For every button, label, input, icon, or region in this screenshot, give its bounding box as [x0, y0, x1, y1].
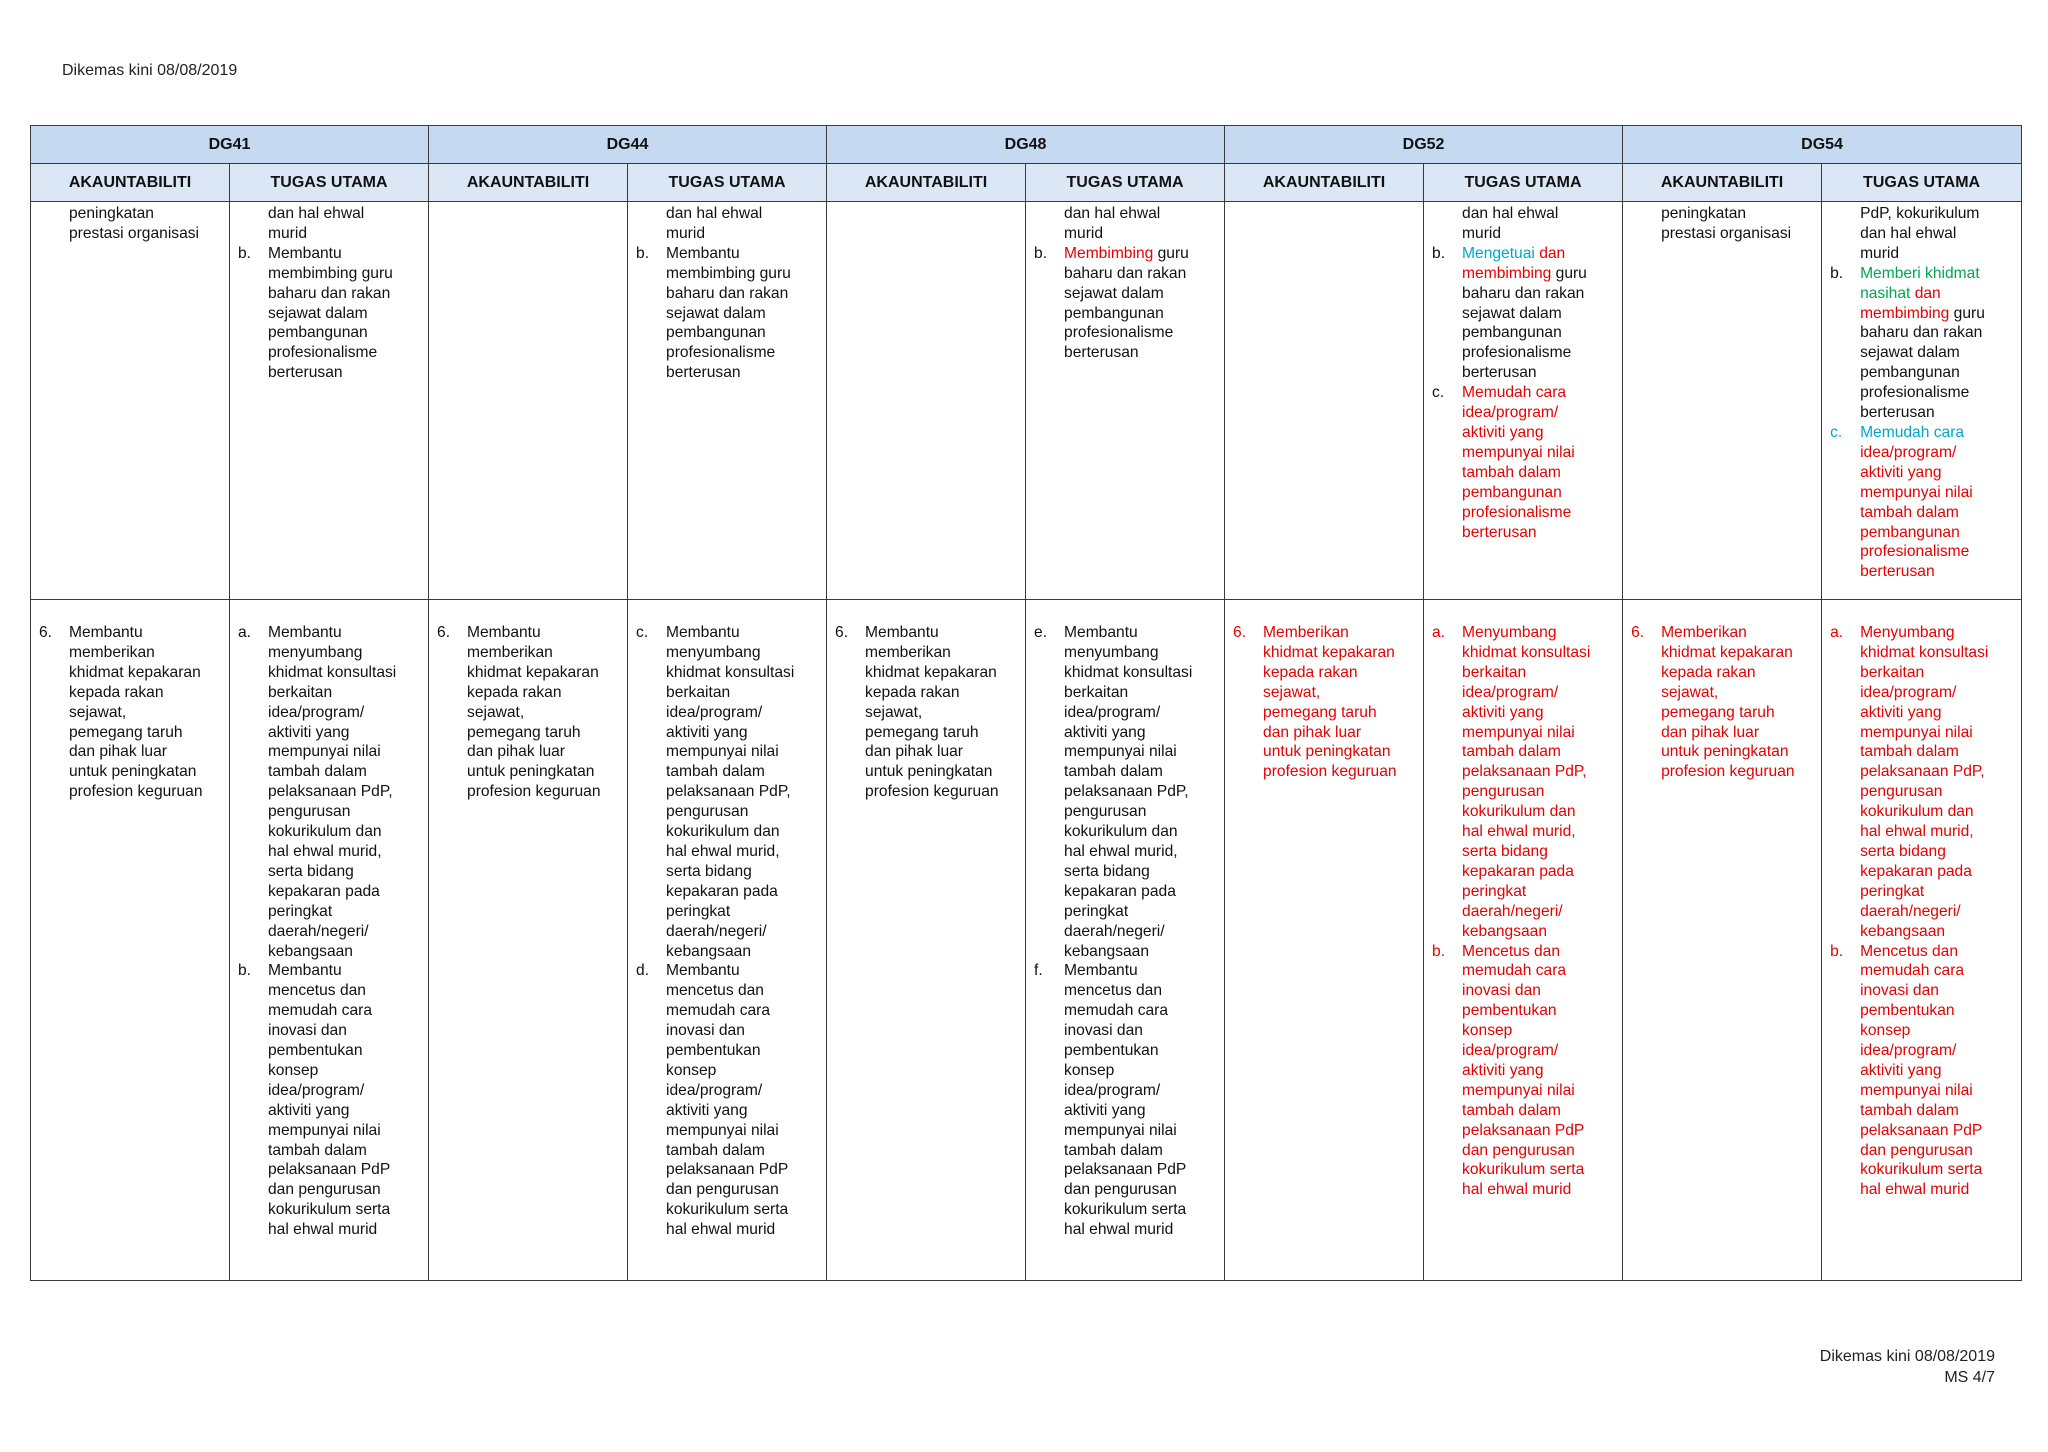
col-header-akauntabiliti: AKAUNTABILITI	[1225, 164, 1424, 202]
table-cell	[628, 202, 827, 600]
list-marker: d.	[636, 962, 650, 980]
list-marker: c.	[1830, 423, 1843, 441]
text-run: Membantu mencetus dan memudah cara inovasi dan pembentukan konsep idea/program/ aktiviti yang mempunyai nilai tambah dalam pelaksanaan PdP dan pengurusan kokurikulum serta hal ehwal murid	[268, 962, 391, 1239]
text-run: Membantu memberikan khidmat kepakaran kepada rakan sejawat, pemegang taruh dan pihak luar untuk peningkatan profesion keguruan	[865, 624, 999, 801]
list-marker: b.	[1432, 942, 1446, 960]
list-marker: 6.	[835, 624, 849, 641]
list-item-text	[1064, 244, 1216, 363]
text-run: Mencetus dan memudah cara inovasi dan pembentukan konsep idea/program/ aktiviti yang mempunyai nilai tambah dalam pelaksanaan PdP dan pengurusan kokurikulum serta hal ehwal murid	[1462, 942, 1585, 1199]
cell-text: peningkatan prestasi organisasi	[69, 205, 200, 242]
table-row	[31, 600, 2022, 1281]
table-row	[31, 202, 2022, 600]
list-marker: a.	[238, 624, 252, 641]
list-item	[1830, 623, 2013, 942]
text-run: Membantu membimbing guru baharu dan rakan sejawat dalam pembangunan profesionalisme berterusan	[268, 244, 393, 382]
list-item	[1034, 244, 1216, 363]
list-item-text	[1462, 623, 1614, 942]
table-cell	[230, 202, 429, 600]
list-marker: a.	[1432, 624, 1446, 641]
text-run: Memberikan khidmat kepakaran kepada rakan sejawat, pemegang taruh dan pihak luar untuk peningkatan profesion keguruan	[1263, 624, 1397, 781]
list-marker: b.	[238, 962, 252, 980]
text-run: dan membimbing	[1860, 284, 1950, 322]
list-item	[39, 623, 221, 802]
list-item-text	[268, 244, 420, 383]
cell-text: peningkatan prestasi organisasi	[1661, 205, 1792, 242]
text-run: Memberi khidmat nasihat	[1860, 264, 1980, 302]
table-cell	[827, 600, 1026, 1281]
list-item-text	[666, 623, 818, 961]
cell-continued-text: dan hal ehwal murid	[1462, 205, 1559, 242]
list-item	[835, 623, 1017, 802]
text-run: Membantu mencetus dan memudah cara inovasi dan pembentukan konsep idea/program/ aktiviti yang mempunyai nilai tambah dalam pelaksanaan PdP dan pengurusan kokurikulum serta hal ehwal murid	[1064, 962, 1187, 1239]
list-item-text	[1860, 623, 2013, 942]
table-cell	[1225, 600, 1424, 1281]
list-item	[636, 244, 818, 383]
table-cell	[1623, 600, 1822, 1281]
text-run: Membantu menyumbang khidmat konsultasi berkaitan idea/program/ aktiviti yang mempunyai nilai tambah dalam pelaksanaan PdP, pengurusan kokurikulum dan hal ehwal murid, serta bidang kepakaran pada peringkat daerah/negeri/ kebangsaan	[1064, 624, 1193, 960]
list-item	[636, 961, 818, 1240]
text-run: Membantu menyumbang khidmat konsultasi berkaitan idea/program/ aktiviti yang mempunyai nilai tambah dalam pelaksanaan PdP, pengurusan kokurikulum dan hal ehwal murid, serta bidang kepakaran pada peringkat daerah/negeri/ kebangsaan	[268, 624, 397, 960]
table-cell	[628, 600, 827, 1281]
list-marker: 6.	[1233, 624, 1247, 641]
grade-header-dg48: DG48	[827, 126, 1225, 164]
list-item	[1830, 423, 2013, 582]
list-item-text	[1263, 623, 1415, 782]
list-marker: 6.	[39, 624, 53, 641]
list-item-text	[865, 623, 1017, 802]
list-item	[1631, 623, 1813, 782]
list-marker: b.	[1432, 244, 1446, 262]
list-item	[1830, 942, 2013, 1201]
list-item	[1432, 244, 1614, 383]
list-item-text	[1064, 623, 1216, 961]
update-stamp-top: Dikemas kini 08/08/2019	[62, 62, 238, 79]
list-item	[437, 623, 619, 802]
table-cell	[31, 600, 230, 1281]
grade-header-row	[31, 126, 2022, 164]
table-cell	[1822, 600, 2022, 1281]
list-item	[1034, 961, 1216, 1240]
col-header-tugas-utama: TUGAS UTAMA	[1822, 164, 2022, 202]
text-run: guru baharu dan rakan sejawat dalam pembangunan profesionalisme berterusan	[1064, 244, 1189, 362]
list-item	[636, 623, 818, 961]
list-marker: b.	[1034, 244, 1048, 262]
list-item-text	[1860, 942, 2013, 1201]
table-cell	[1424, 202, 1623, 600]
list-item-text	[1661, 623, 1813, 782]
text-run: Mencetus dan memudah cara inovasi dan pembentukan konsep idea/program/ aktiviti yang mempunyai nilai tambah dalam pelaksanaan PdP dan pengurusan kokurikulum serta hal ehwal murid	[1860, 942, 1983, 1199]
list-item-text	[1462, 383, 1614, 542]
table-cell	[1822, 202, 2022, 600]
list-item	[1432, 383, 1614, 542]
list-item-text	[1860, 264, 2013, 423]
accountability-table	[30, 125, 2022, 1281]
col-header-akauntabiliti: AKAUNTABILITI	[1623, 164, 1822, 202]
column-header-row	[31, 164, 2022, 202]
text-run: Memudah cara	[1860, 423, 1965, 441]
list-item	[1432, 623, 1614, 942]
list-item-text	[268, 961, 420, 1240]
list-marker: 6.	[1631, 624, 1645, 641]
grade-header-dg54: DG54	[1623, 126, 2022, 164]
list-item	[1432, 942, 1614, 1201]
col-header-tugas-utama: TUGAS UTAMA	[1424, 164, 1623, 202]
table-cell	[230, 600, 429, 1281]
table-cell	[1623, 202, 1822, 600]
list-marker: b.	[1830, 942, 1844, 960]
text-run: Membantu menyumbang khidmat konsultasi berkaitan idea/program/ aktiviti yang mempunyai nilai tambah dalam pelaksanaan PdP, pengurusan kokurikulum dan hal ehwal murid, serta bidang kepakaran pada peringkat daerah/negeri/ kebangsaan	[666, 624, 795, 960]
list-marker: b.	[1830, 264, 1844, 282]
list-item-text	[69, 623, 221, 802]
list-item	[238, 961, 420, 1240]
cell-continued-text: PdP, kokurikulum dan hal ehwal murid	[1860, 205, 1980, 262]
update-stamp-footer: Dikemas kini 08/08/2019	[1819, 1348, 1995, 1365]
list-item-text	[1860, 423, 2013, 582]
col-header-akauntabiliti: AKAUNTABILITI	[31, 164, 230, 202]
text-run: Memberikan khidmat kepakaran kepada rakan sejawat, pemegang taruh dan pihak luar untuk peningkatan profesion keguruan	[1661, 624, 1795, 781]
col-header-akauntabiliti: AKAUNTABILITI	[827, 164, 1026, 202]
text-run: membimbing	[1462, 264, 1552, 282]
list-marker: f.	[1034, 962, 1043, 980]
list-item	[1233, 623, 1415, 782]
text-run: Menyumbang khidmat konsultasi berkaitan idea/program/ aktiviti yang mempunyai nilai tambah dalam pelaksanaan PdP, pengurusan kokurikulum dan hal ehwal murid, serta bidang kepakaran pada peringkat daerah/negeri/ kebangsaan	[1860, 624, 1989, 940]
table-cell	[1424, 600, 1623, 1281]
col-header-tugas-utama: TUGAS UTAMA	[628, 164, 827, 202]
list-item-text	[1462, 942, 1614, 1201]
text-run: Membimbing	[1064, 244, 1154, 262]
list-item	[238, 623, 420, 961]
list-item-text	[1064, 961, 1216, 1240]
table-cell	[429, 600, 628, 1281]
list-item	[1034, 623, 1216, 961]
page-number: MS 4/7	[1944, 1369, 1995, 1386]
list-marker: 6.	[437, 624, 451, 641]
list-item-text	[666, 961, 818, 1240]
text-run: Membantu memberikan khidmat kepakaran kepada rakan sejawat, pemegang taruh dan pihak luar untuk peningkatan profesion keguruan	[467, 624, 601, 801]
col-header-akauntabiliti: AKAUNTABILITI	[429, 164, 628, 202]
table-cell	[429, 202, 628, 600]
grade-header-dg41: DG41	[31, 126, 429, 164]
list-marker: e.	[1034, 624, 1048, 641]
list-item	[238, 244, 420, 383]
text-run: Menyumbang khidmat konsultasi berkaitan idea/program/ aktiviti yang mempunyai nilai tambah dalam pelaksanaan PdP, pengurusan kokurikulum dan hal ehwal murid, serta bidang kepakaran pada peringkat daerah/negeri/ kebangsaan	[1462, 624, 1591, 940]
list-item-text	[666, 244, 818, 383]
list-marker: c.	[1432, 384, 1445, 402]
col-header-tugas-utama: TUGAS UTAMA	[230, 164, 429, 202]
grade-header-dg44: DG44	[429, 126, 827, 164]
text-run: idea/program/ aktiviti yang mempunyai nilai tambah dalam pembangunan profesionalisme berterusan	[1860, 443, 1973, 581]
list-item	[1830, 264, 2013, 423]
cell-continued-text: dan hal ehwal murid	[268, 205, 365, 242]
table-cell	[31, 202, 230, 600]
text-run: dan	[1539, 244, 1566, 262]
text-run: Membantu membimbing guru baharu dan rakan sejawat dalam pembangunan profesionalisme berterusan	[666, 244, 791, 382]
cell-continued-text: dan hal ehwal murid	[666, 205, 763, 242]
table-cell	[1026, 202, 1225, 600]
table-cell	[1225, 202, 1424, 600]
text-run: Memudah cara idea/program/ aktiviti yang mempunyai nilai tambah dalam pembangunan profesionalisme berterusan	[1462, 384, 1575, 541]
table-cell	[1026, 600, 1225, 1281]
list-marker: b.	[636, 244, 650, 262]
list-item-text	[1462, 244, 1614, 383]
page-footer	[1820, 1346, 1995, 1388]
list-marker: c.	[636, 624, 649, 641]
list-marker: b.	[238, 244, 252, 262]
grade-header-dg52: DG52	[1225, 126, 1623, 164]
cell-continued-text: dan hal ehwal murid	[1064, 205, 1161, 242]
text-run: Membantu memberikan khidmat kepakaran kepada rakan sejawat, pemegang taruh dan pihak luar untuk peningkatan profesion keguruan	[69, 624, 203, 801]
list-item-text	[467, 623, 619, 802]
text-run: guru baharu dan rakan sejawat dalam pembangunan profesionalisme berterusan	[1860, 304, 1985, 422]
text-run: Mengetuai	[1462, 244, 1535, 262]
list-item-text	[268, 623, 420, 961]
list-marker: a.	[1830, 624, 1844, 641]
col-header-tugas-utama: TUGAS UTAMA	[1026, 164, 1225, 202]
text-run: Membantu mencetus dan memudah cara inovasi dan pembentukan konsep idea/program/ aktiviti yang mempunyai nilai tambah dalam pelaksanaan PdP dan pengurusan kokurikulum serta hal ehwal murid	[666, 962, 789, 1239]
text-run: guru baharu dan rakan sejawat dalam pembangunan profesionalisme berterusan	[1462, 264, 1587, 382]
table-cell	[827, 202, 1026, 600]
